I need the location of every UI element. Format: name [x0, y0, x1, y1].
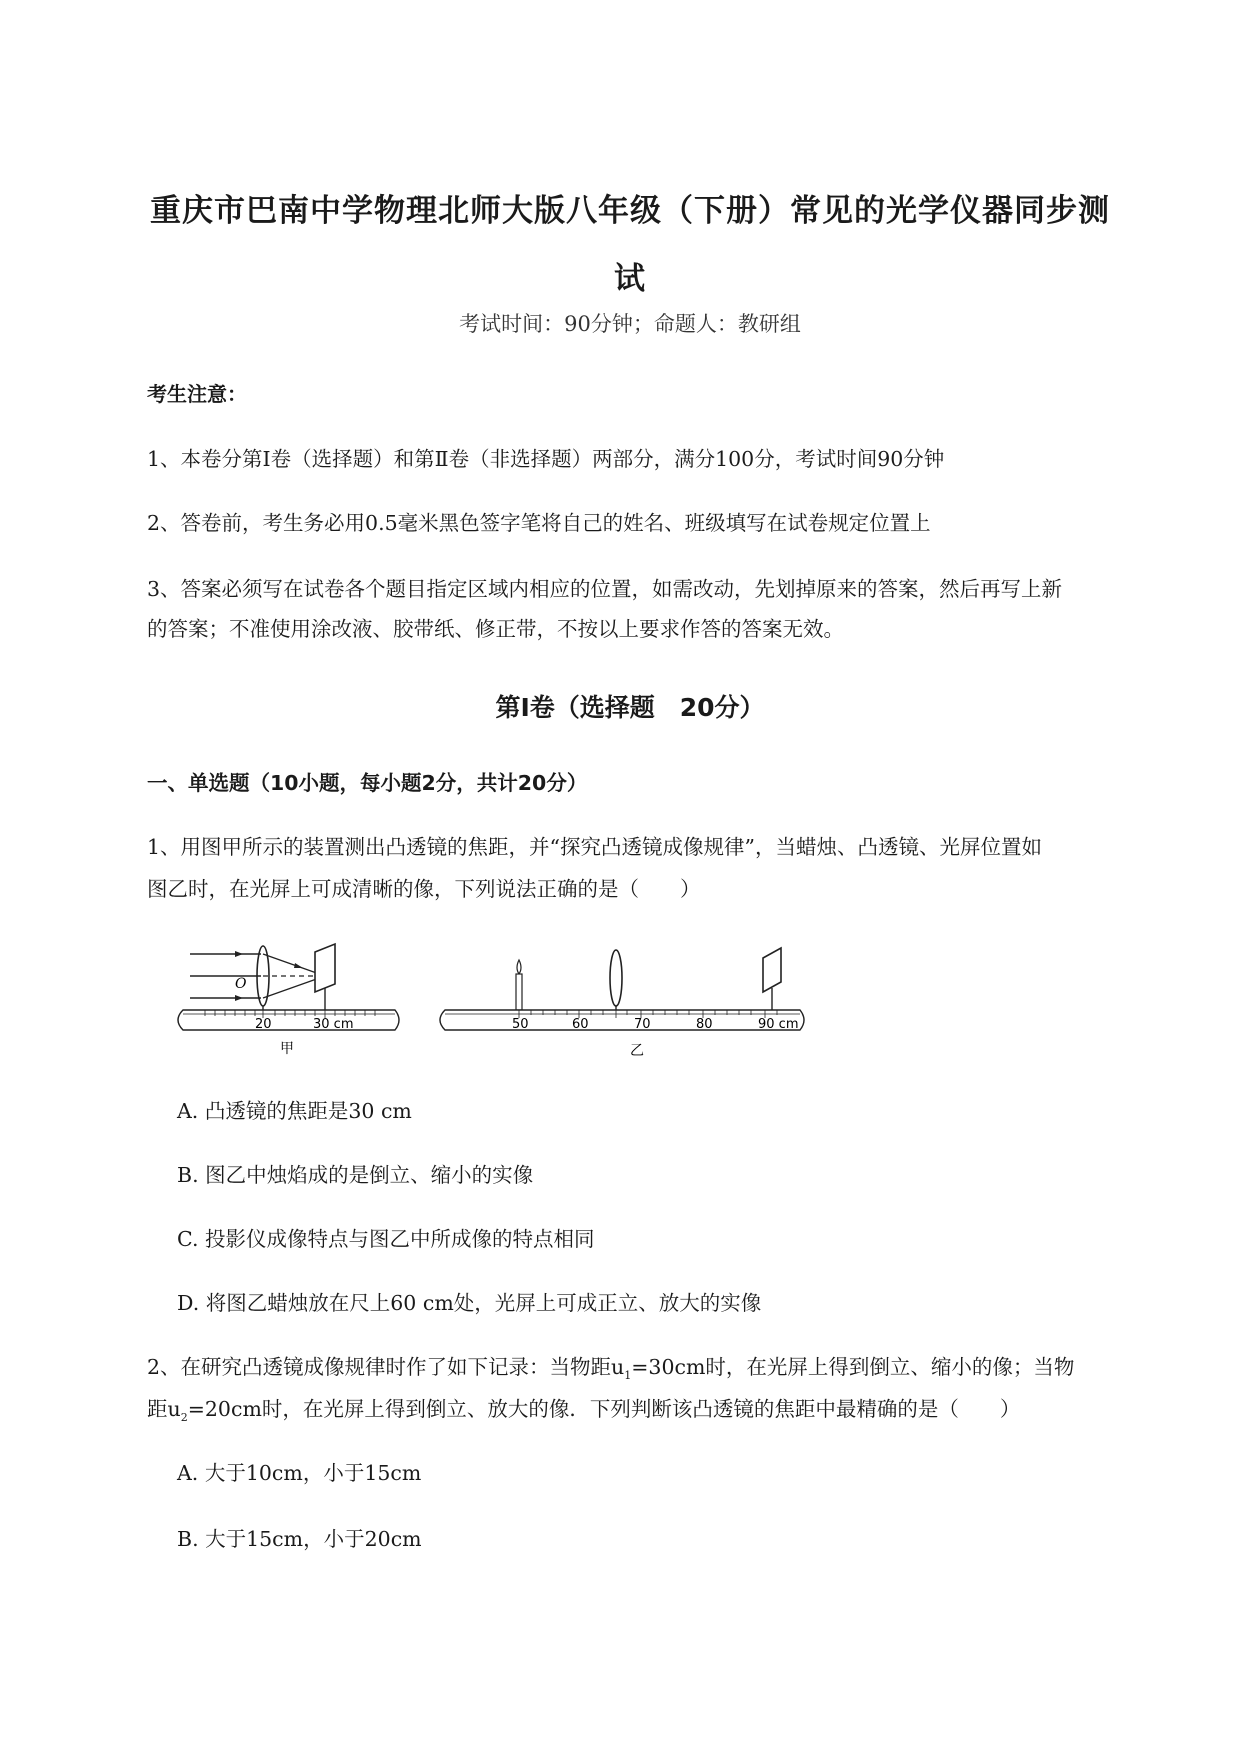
convex-lens-yi: [610, 950, 622, 1006]
q1-option-b[interactable]: B. 图乙中烛焰成的是倒立、缩小的实像: [177, 1163, 534, 1187]
figure-jia-caption: 甲: [280, 1041, 294, 1057]
ruler-yi-tick-90: 90 cm: [758, 1017, 799, 1032]
figure-yi-caption: 乙: [630, 1043, 644, 1058]
figure-yi: [440, 948, 804, 1058]
notice-item-3-cont: 的答案；不准使用涂改液、胶带纸、修正带，不按以上要求作答的答案无效。: [147, 617, 844, 641]
q1-figure: [175, 938, 815, 1058]
q1-stem-line1: 1、用图甲所示的装置测出凸透镜的焦距，并“探究凸透镜成像规律”，当蜡烛、凸透镜、光屏位置如: [147, 835, 1043, 859]
q2-option-a[interactable]: A. 大于10cm，小于15cm: [177, 1461, 422, 1485]
q2-stem-line1-a: 2、在研究凸透镜成像规律时作了如下记录：当物距u: [147, 1355, 625, 1379]
q1-stem-line2: 图乙时，在光屏上可成清晰的像，下列说法正确的是（ ）: [147, 877, 701, 901]
ruler-yi-tick-60: 60: [572, 1017, 589, 1032]
ruler-yi-tick-70: 70: [634, 1017, 651, 1032]
section-title: 第Ⅰ卷（选择题 20分）: [495, 693, 765, 722]
notice-item-2: 2、答卷前，考生务必用0.5毫米黑色签字笔将自己的姓名、班级填写在试卷规定位置上: [147, 511, 931, 535]
ruler-yi-tick-50: 50: [512, 1017, 529, 1032]
figure-jia: [178, 944, 399, 1057]
candle: [517, 960, 521, 974]
exam-meta: 考试时间：90分钟；命题人：教研组: [459, 312, 801, 336]
q2-stem-sub1: 1: [624, 1369, 632, 1383]
q2-stem-line1-b: =30cm时，在光屏上得到倒立、缩小的像；当物: [631, 1355, 1075, 1379]
q2-stem-sub2: 2: [180, 1411, 188, 1425]
notice-item-1: 1、本卷分第Ⅰ卷（选择题）和第Ⅱ卷（非选择题）两部分，满分100分，考试时间90分钟: [147, 447, 945, 471]
ruler-jia-tick-30: 30 cm: [313, 1017, 354, 1032]
q1-option-d[interactable]: D. 将图乙蜡烛放在尺上60 cm处，光屏上可成正立、放大的实像: [177, 1291, 762, 1315]
svg-text:O: O: [235, 976, 247, 992]
ruler-yi-tick-80: 80: [696, 1017, 713, 1032]
part-heading: 一、单选题（10小题，每小题2分，共计20分）: [147, 771, 588, 795]
screen-yi: [763, 948, 781, 992]
q2-option-b[interactable]: B. 大于15cm，小于20cm: [177, 1527, 422, 1551]
q2-stem-line2-b: =20cm时，在光屏上得到倒立、放大的像．下列判断该凸透镜的焦距中最精确的是（ ）: [187, 1397, 1021, 1421]
q2-stem-line2-a: 距u: [147, 1397, 181, 1421]
q1-option-c[interactable]: C. 投影仪成像特点与图乙中所成像的特点相同: [177, 1227, 595, 1251]
exam-title-line2: 试: [614, 261, 646, 297]
q1-option-a[interactable]: A. 凸透镜的焦距是30 cm: [177, 1099, 412, 1123]
ruler-jia-tick-20: 20: [255, 1017, 272, 1032]
notice-heading: 考生注意：: [147, 382, 247, 406]
q2-stem-line1: [147, 1350, 1074, 1382]
screen-jia: [315, 944, 335, 992]
notice-item-3: 3、答案必须写在试卷各个题目指定区域内相应的位置，如需改动，先划掉原来的答案，然后再写上新: [147, 577, 1063, 601]
exam-title-line1: 重庆市巴南中学物理北师大版八年级（下册）常见的光学仪器同步测: [150, 193, 1110, 229]
q2-stem-line2: [147, 1392, 1020, 1424]
